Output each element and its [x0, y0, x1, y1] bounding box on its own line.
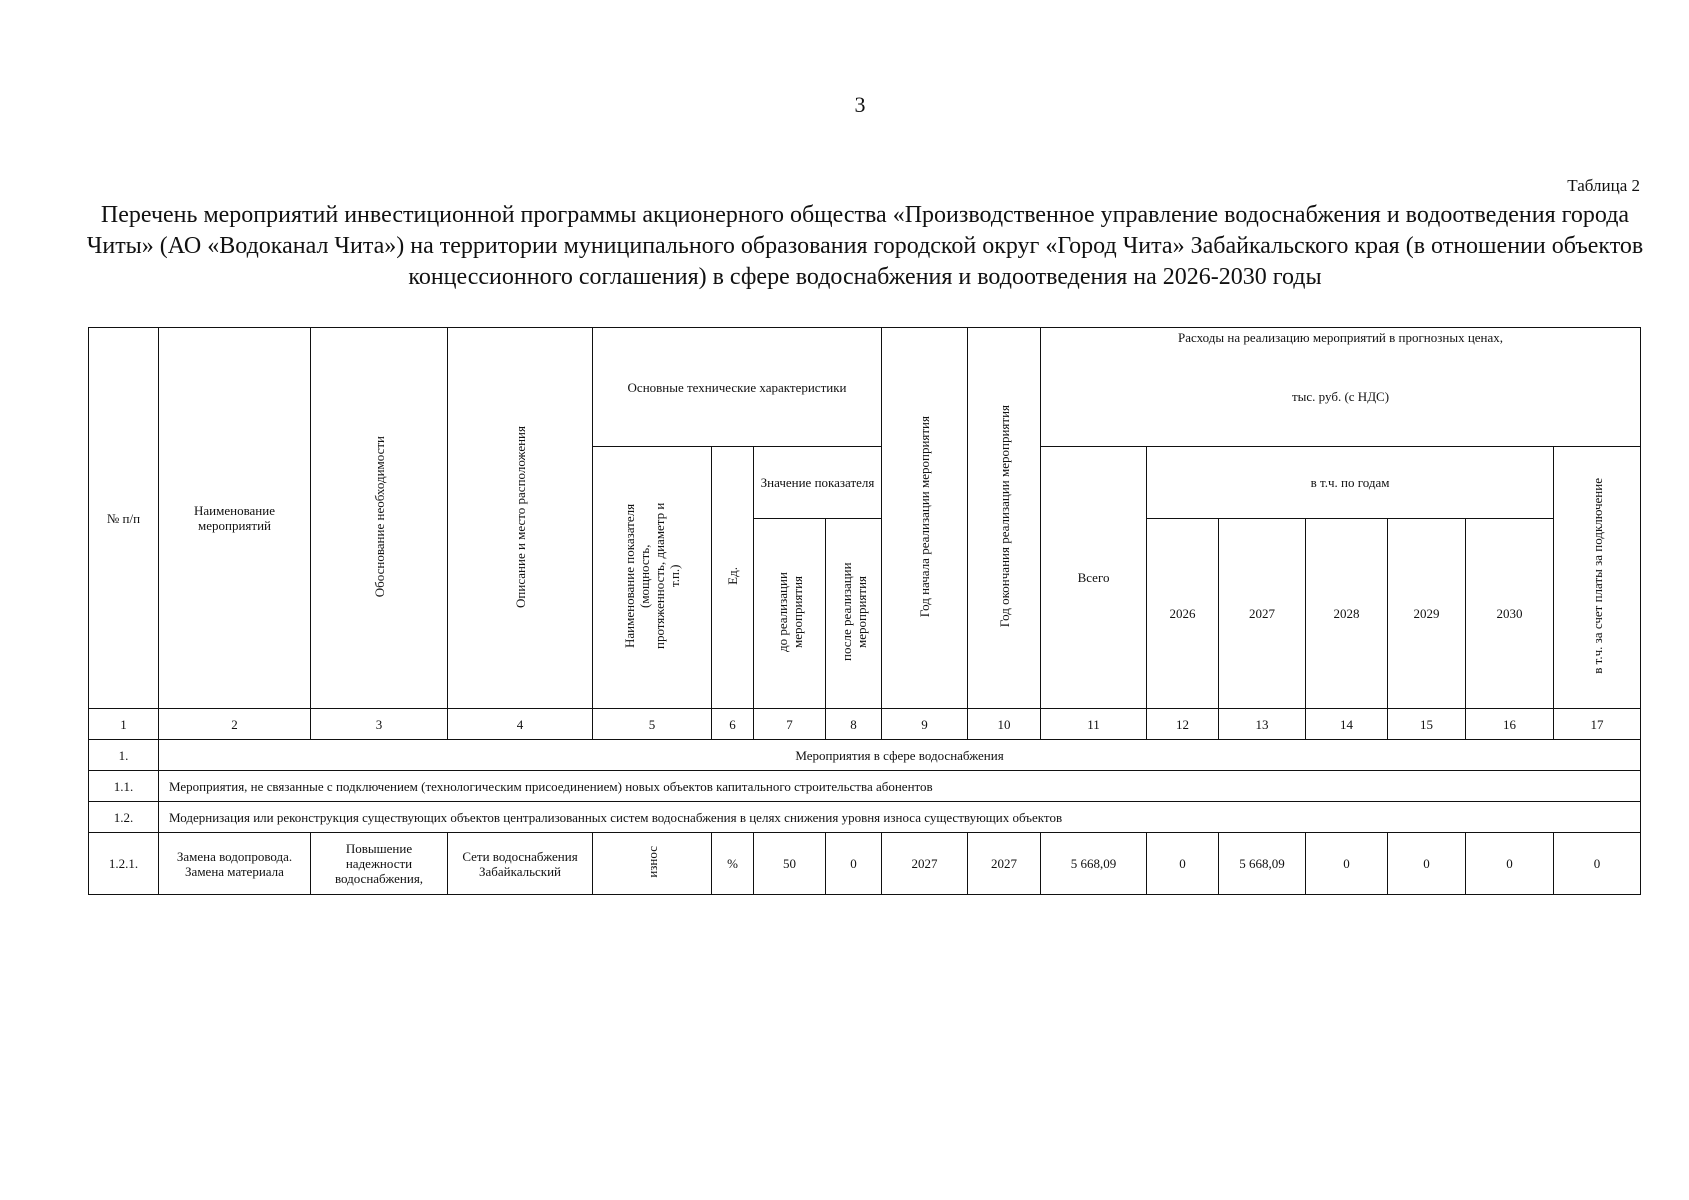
- col-num: 8: [826, 709, 882, 740]
- header-name: Наименование мероприятий: [159, 328, 311, 709]
- col-num: 2: [159, 709, 311, 740]
- section-title: Модернизация или реконструкция существующих объектов централизованных систем водоснабжения в целях снижения уровня износа существующих объектов: [159, 802, 1641, 833]
- col-num: 6: [712, 709, 754, 740]
- header-year-2028: 2028: [1306, 519, 1388, 709]
- header-year-2030: 2030: [1466, 519, 1554, 709]
- header-tech: Основные технические характеристики: [593, 328, 882, 447]
- document-title: Перечень мероприятий инвестиционной программы акционерного общества «Производственное управление водоснабжения и водоотведения города Читы» (АО «Водоканал Чита») на территории муниципального образования городской округ «Город Чита» Забайкальского края (в отношении объектов концессионного соглашения) в сфере водоснабжения и водоотведения на 2026-2030 годы: [86, 202, 1644, 290]
- header-description: Описание и место расположения: [448, 328, 593, 709]
- header-indicator-name: Наименование показателя (мощность, протяженность, диаметр и т.п.): [593, 447, 712, 709]
- header-justification: Обоснование необходимости: [311, 328, 448, 709]
- header-connection-fee: в т.ч. за счет платы за подключение: [1554, 447, 1641, 709]
- row-description: Сети водоснабжения Забайкальский: [448, 833, 593, 895]
- page-number: 3: [854, 92, 866, 117]
- header-total: Всего: [1041, 447, 1147, 709]
- col-num: 17: [1554, 709, 1641, 740]
- row-name: Замена водопровода. Замена материала: [159, 833, 311, 895]
- col-num: 7: [754, 709, 826, 740]
- col-num: 16: [1466, 709, 1554, 740]
- header-year-2027: 2027: [1219, 519, 1306, 709]
- row-after: 0: [826, 833, 882, 895]
- table-row: [89, 833, 1641, 895]
- row-year-start: 2027: [882, 833, 968, 895]
- col-num: 15: [1388, 709, 1466, 740]
- row-num: 1.2.1.: [89, 833, 159, 895]
- header-unit: Ед.: [712, 447, 754, 709]
- row-2028: 0: [1306, 833, 1388, 895]
- row-unit: %: [712, 833, 754, 895]
- row-2030: 0: [1466, 833, 1554, 895]
- row-justification: Повышение надежности водоснабжения,: [311, 833, 448, 895]
- row-2027: 5 668,09: [1219, 833, 1306, 895]
- section-num: 1.: [89, 740, 159, 771]
- header-year-2029: 2029: [1388, 519, 1466, 709]
- header-indicator-value: Значение показателя: [754, 447, 882, 519]
- section-title: Мероприятия в сфере водоснабжения: [159, 740, 1641, 771]
- section-title: Мероприятия, не связанные с подключением (технологическим присоединением) новых объектов капитального строительства абонентов: [159, 771, 1641, 802]
- header-year-2026: 2026: [1147, 519, 1219, 709]
- header-year-end: Год окончания реализации мероприятия: [968, 328, 1041, 709]
- row-indicator: износ: [593, 833, 712, 895]
- col-num: 14: [1306, 709, 1388, 740]
- header-before: до реализации мероприятия: [754, 519, 826, 709]
- col-num: 4: [448, 709, 593, 740]
- header-after: после реализации мероприятия: [826, 519, 882, 709]
- col-num: 13: [1219, 709, 1306, 740]
- col-num: 1: [89, 709, 159, 740]
- table-label: Таблица 2: [1567, 176, 1640, 195]
- header-expenses-unit: тыс. руб. (с НДС): [1041, 348, 1641, 447]
- investment-program-table: [88, 327, 1641, 895]
- header-expenses: Расходы на реализацию мероприятий в прогнозных ценах,: [1041, 328, 1641, 348]
- row-2026: 0: [1147, 833, 1219, 895]
- column-numbers-row: [89, 709, 1641, 740]
- section-row: [89, 740, 1641, 771]
- subsection-row: [89, 771, 1641, 802]
- row-total: 5 668,09: [1041, 833, 1147, 895]
- row-before: 50: [754, 833, 826, 895]
- header-by-years: в т.ч. по годам: [1147, 447, 1554, 519]
- col-num: 5: [593, 709, 712, 740]
- subsection-row: [89, 802, 1641, 833]
- row-2029: 0: [1388, 833, 1466, 895]
- row-year-end: 2027: [968, 833, 1041, 895]
- col-num: 12: [1147, 709, 1219, 740]
- section-num: 1.1.: [89, 771, 159, 802]
- col-num: 3: [311, 709, 448, 740]
- row-connection-fee: 0: [1554, 833, 1641, 895]
- col-num: 11: [1041, 709, 1147, 740]
- col-num: 10: [968, 709, 1041, 740]
- section-num: 1.2.: [89, 802, 159, 833]
- header-num: № п/п: [89, 328, 159, 709]
- header-year-start: Год начала реализации мероприятия: [882, 328, 968, 709]
- col-num: 9: [882, 709, 968, 740]
